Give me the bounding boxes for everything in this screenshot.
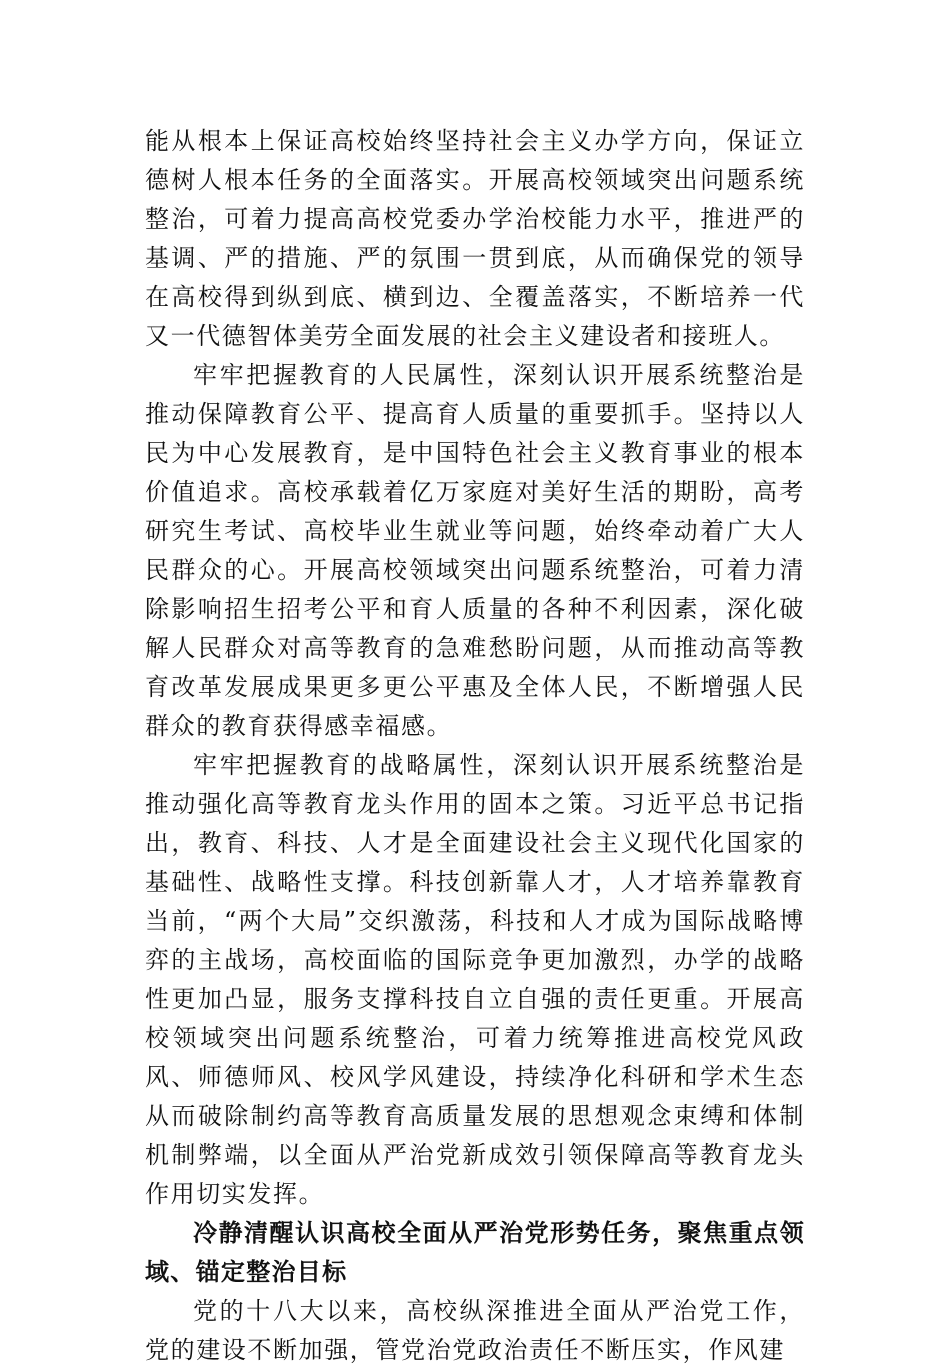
document-page [145,122,805,1370]
paragraph-continued: 能从根本上保证高校始终坚持社会主义办学方向，保证立德树人根本任务的全面落实。开展高校领域突出问题系统整治，可着力提高高校党委办学治校能力水平，推进严的基调、严的措施、严的氛围一贯到底，从而确保党的领导在高校得到纵到底、横到边、全覆盖落实，不断培养一代又一代德智体美劳全面发展的社会主义建设者和接班人。 [145,127,805,350]
paragraph-since-18th-congress: 党的十八大以来，高校纵深推进全面从严治党工作，党的建设不断加强，管党治党政治责任不断压实，作风建 [145,1297,805,1364]
paragraph-strategic-attribute: 牢牢把握教育的战略属性，深刻认识开展系统整治是推动强化高等教育龙头作用的固本之策。习近平总书记指出，教育、科技、人才是全面建设社会主义现代化国家的基础性、战略性支撑。科技创新靠人才，人才培养靠教育当前，“两个大局”交织激荡，科技和人才成为国际战略博弈的主战场，高校面临的国际竞争更加激烈，办学的战略性更加凸显，服务支撑科技自立自强的责任更重。开展高校领域突出问题系统整治，可着力统筹推进高校党风政风、师德师风、校风学风建设，持续净化科研和学术生态从而破除制约高等教育高质量发展的思想观念束缚和体制机制弊端，以全面从严治党新成效引领保障高等教育龙头作用切实发挥。 [145,751,805,1208]
section-heading: 冷静清醒认识高校全面从严治党形势任务，聚焦重点领域、锚定整治目标 [145,1219,805,1286]
paragraph-people-attribute: 牢牢把握教育的人民属性，深刻认识开展系统整治是推动保障教育公平、提高育人质量的重要抓手。坚持以人民为中心发展教育，是中国特色社会主义教育事业的根本价值追求。高校承载着亿万家庭对美好生活的期盼，高考研究生考试、高校毕业生就业等问题，始终牵动着广大人民群众的心。开展高校领域突出问题系统整治，可着力清除影响招生招考公平和育人质量的各种不利因素，深化破解人民群众对高等教育的急难愁盼问题，从而推动高等教育改革发展成果更多更公平惠及全体人民，不断增强人民群众的教育获得感幸福感。 [145,361,805,740]
